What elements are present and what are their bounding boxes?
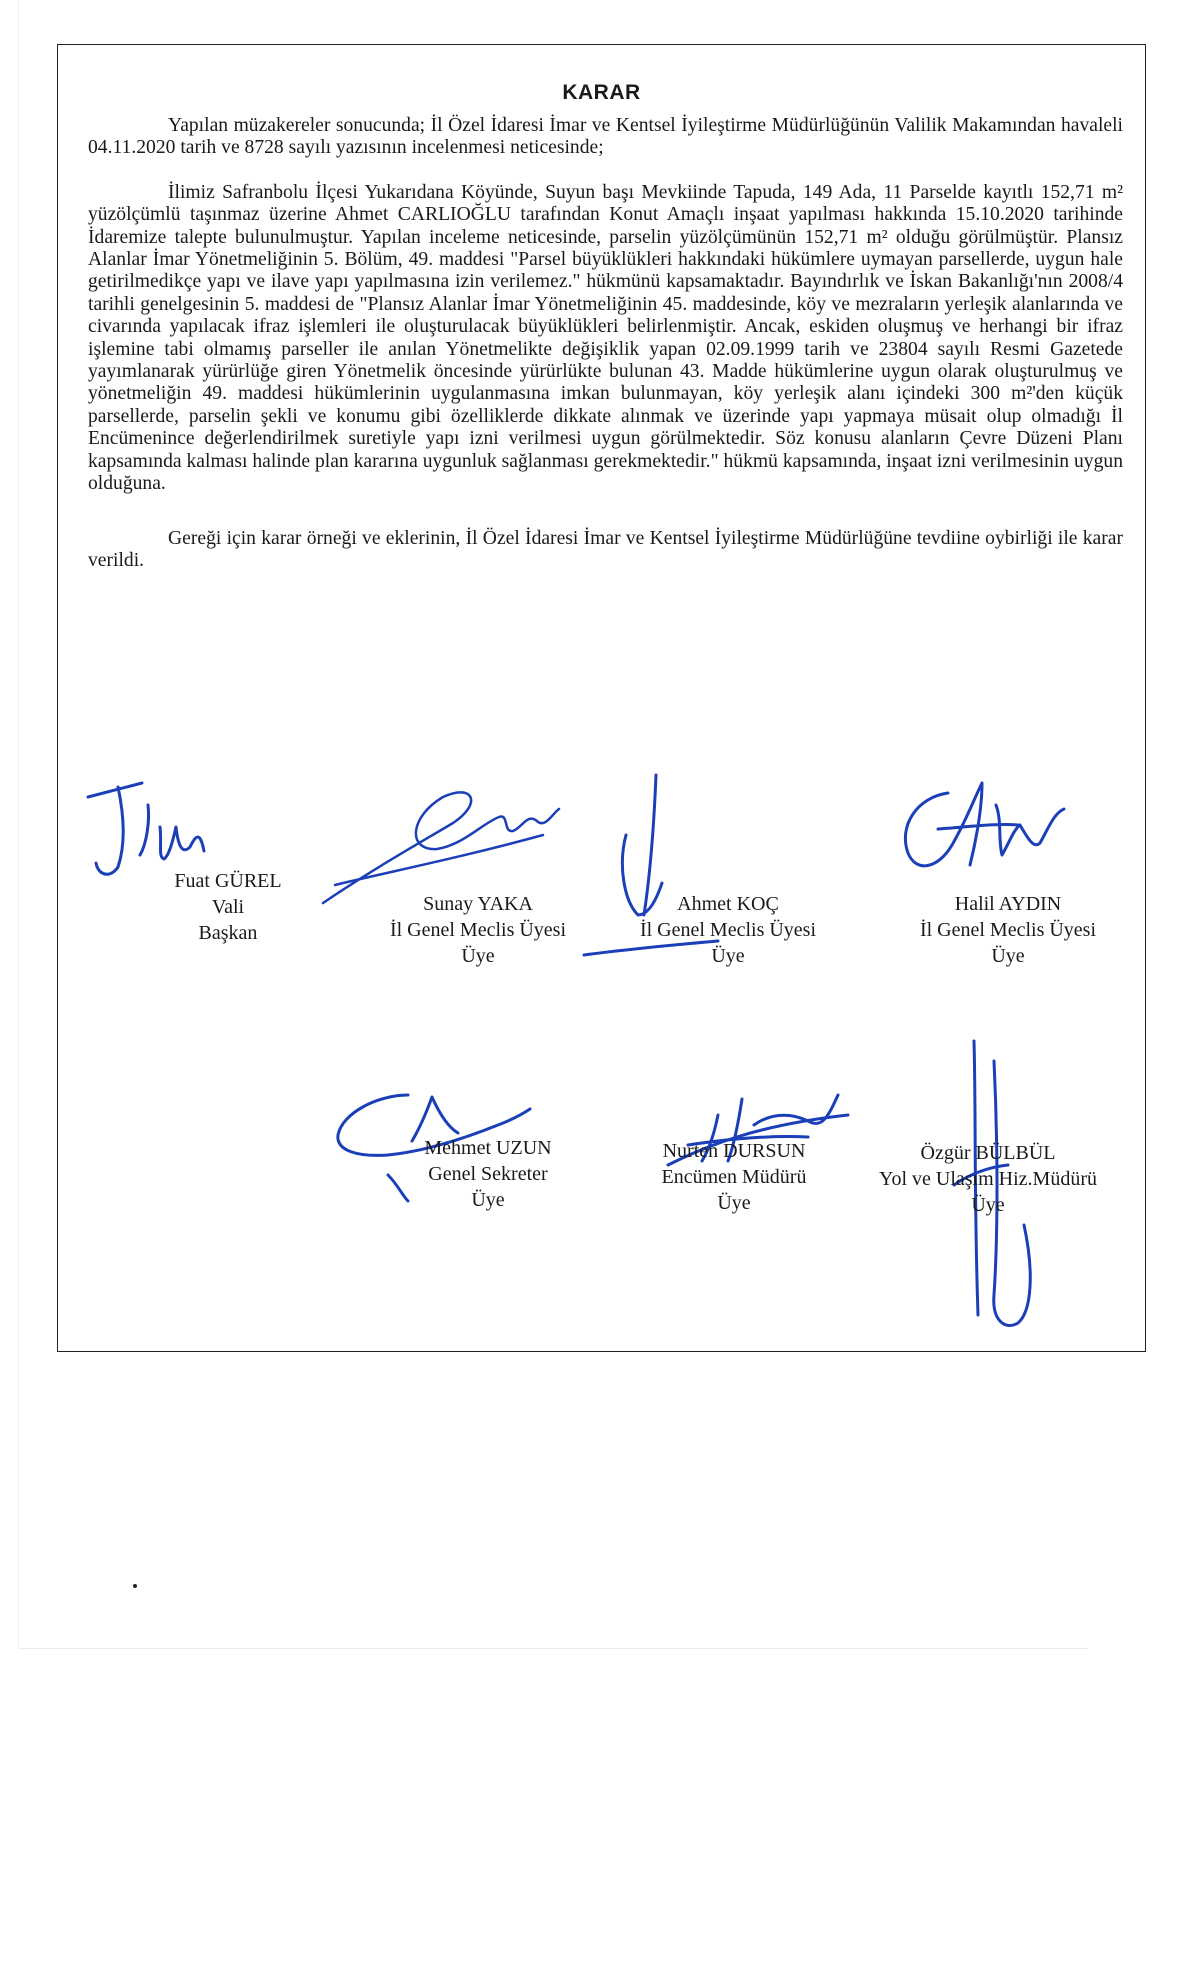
- paragraph-intro: Yapılan müzakereler sonucunda; İl Özel İdaresi İmar ve Kentsel İyileştirme Müdürlüğünün Valilik Makamından havaleli 04.11.2020 tarih ve 8728 sayılı yazısının incelenmesi neticesinde;: [88, 115, 1123, 159]
- signatory-role: Üye: [461, 945, 495, 967]
- signatory-title: İl Genel Meclis Üyesi: [389, 919, 567, 941]
- signatory-name: Ahmet KOÇ: [677, 893, 779, 915]
- signatory-role: Başkan: [198, 922, 258, 944]
- signatory-mehmet-uzun: [358, 1135, 618, 1213]
- stray-mark: [133, 1584, 137, 1588]
- signatory-title: Encümen Müdürü: [661, 1166, 807, 1188]
- paragraph-main: İlimiz Safranbolu İlçesi Yukarıdana Köyünde, Suyun başı Mevkiinde Tapuda, 149 Ada, 11 Parselde kayıtlı 152,71 m² yüzölçümlü taşınmaz üzerine Ahmet CARLIOĞLU tarafından Konut Amaçlı inşaat yapılması hakkında 15.10.2020 tarihinde İdaremize talepte bulunulmuştur. Yapılan inceleme neticesinde, parselin yüzölçümünün 152,71 m² olduğu görülmüştür. Plansız Alanlar İmar Yönetmeliğinin 5. Bölüm, 49. maddesi "Parsel büyüklükleri hakkındaki hükümlere uymayan parsellerde, uygun hale getirilmedikçe yapı ve ilave yapı yapılmasına izin verilemez." hükmünü kapsamaktadır. Bayındırlık ve İskan Bakanlığı'nın 2008/4 tarihli genelgesinin 5. maddesi de "Plansız Alanlar İmar Yönetmeliğinin 45. maddesinde, köy ve mezraların yerleşik alanlarında ve civarında yapılacak ifraz işlemleri ile oluşturulacak büyüklükleri belirlenmiştir. Ancak, eskiden oluşmuş ve herhangi bir ifraz işlemine tabi olmamış parseller ile anılan Yönetmelikte değişiklik yapan 02.09.1999 tarih ve 23804 sayılı Resmi Gazetede yayımlanarak yürürlüğe giren Yönetmelik öncesinde yürürlükte bulunan 43. Madde hükümlerine uygun olarak oluşturulmuş ve yönetmeliğin 49. maddesi hükümlerinin uygulanmasına imkan bulunmayan, köy yerleşik alanı içindeki 300 m²'den küçük parsellerde, parselin şekli ve konumu gibi özelliklerde dikkate alınmak ve üzerinde yapı yapmaya müsait olup olmadığı İl Encümenince değerlendirilmek suretiyle yapı izni verilmesi uygun görülmektedir. Söz konusu alanların Çevre Düzeni Planı kapsamında kalması halinde plan kararına uygunluk sağlanması gerekmektedir." hükmü kapsamında, inşaat izni verilmesinin uygun olduğuna.: [88, 181, 1123, 495]
- document-body: [88, 115, 1123, 572]
- signatory-role: Üye: [711, 945, 745, 967]
- signatory-nurten-dursun: [604, 1138, 864, 1216]
- signatory-title: Yol ve Ulaşım Hiz.Müdürü: [879, 1168, 1097, 1190]
- scan-edge-left: [18, 0, 19, 1648]
- signatory-role: Üye: [471, 1189, 505, 1211]
- signatory-ozgur-bulbul: [858, 1140, 1118, 1218]
- document-title: KARAR: [562, 81, 641, 104]
- signatory-title: Vali: [211, 896, 245, 918]
- signatory-ahmet-koc: [598, 891, 858, 969]
- signatory-role: Üye: [971, 1194, 1005, 1216]
- decision-document-frame: [57, 44, 1146, 1352]
- signatory-name: Özgür BÜLBÜL: [920, 1142, 1056, 1164]
- signatory-role: Üye: [717, 1192, 751, 1214]
- signatory-title: İl Genel Meclis Üyesi: [919, 919, 1097, 941]
- signatory-name: Sunay YAKA: [423, 893, 533, 915]
- signatory-name: Halil AYDIN: [954, 893, 1062, 915]
- signatory-title: İl Genel Meclis Üyesi: [639, 919, 817, 941]
- paragraph-conclusion: Gereği için karar örneği ve eklerinin, İl Özel İdaresi İmar ve Kentsel İyileştirme Müdürlüğüne tevdiine oybirliği ile karar verildi.: [88, 527, 1123, 571]
- scan-edge-bottom: [18, 1648, 1088, 1649]
- signatory-role: Üye: [991, 945, 1025, 967]
- signatory-name: Nurten DURSUN: [662, 1140, 806, 1162]
- signatory-halil-aydin: [878, 891, 1138, 969]
- signatory-name: Fuat GÜREL: [174, 870, 282, 892]
- signatory-title: Genel Sekreter: [428, 1163, 548, 1185]
- signature-halil-aydin: [878, 769, 1078, 889]
- signatory-name: Mehmet UZUN: [424, 1137, 552, 1159]
- signatory-sunay-yaka: [348, 891, 608, 969]
